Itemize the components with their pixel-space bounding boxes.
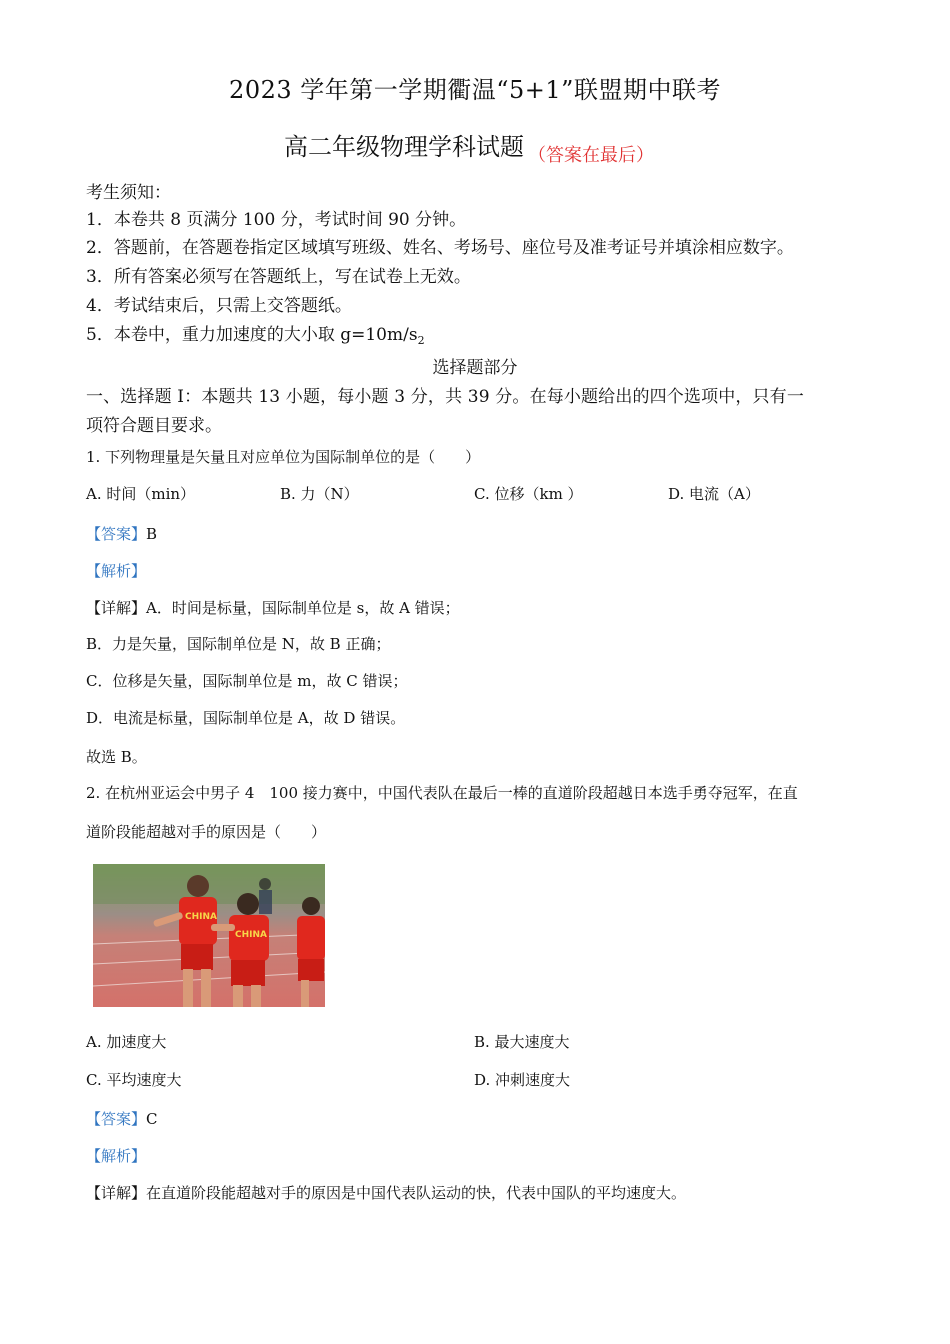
q1-detail-tag: 【详解】 [86,599,147,617]
q2-detail-text: 在直道阶段能超越对手的原因是中国代表队运动的快，代表中国队的平均速度大。 [146,1184,687,1202]
q2-detail-tag: 【详解】 [86,1184,147,1202]
relay-race-illustration [93,864,325,1007]
q1-detail-text: A．时间是标量，国际制单位是 s，故 A 错误； [146,599,460,617]
q1-option-d: D. 电流（A） [668,485,760,503]
q2-option-b: B. 最大速度大 [474,1033,570,1051]
q2-option-a: A. 加速度大 [86,1033,167,1051]
notice-item-5-subscript: 2 [417,334,425,347]
q2-detail [86,1182,686,1203]
subtitle-text: 高二年级物理学科试题 [284,133,524,161]
q1-answer-tag: 【答案】 [86,525,147,543]
notice-heading: 考生须知： [86,183,171,203]
q1-detail-line1 [86,597,460,618]
q2-analysis-tag: 【解析】 [86,1147,147,1165]
section-intro-line1: 一、选择题 I：本题共 13 小题，每小题 3 分，共 39 分。在每小题给出的四个选项中，只有一 [86,387,804,407]
jersey-text-2: CHINA [235,930,267,940]
q1-stem: 1. 下列物理量是矢量且对应单位为国际制单位的是（ ） [86,448,481,466]
q2-answer [86,1108,158,1129]
q2-option-d: D. 冲刺速度大 [474,1071,571,1089]
q2-option-c: C. 平均速度大 [86,1071,182,1089]
q1-option-b: B. 力（N） [280,485,359,503]
notice-item-2: 2．答题前，在答题卷指定区域填写班级、姓名、考场号、座位号及准考证号并填涂相应数字。 [86,238,794,258]
q1-option-c: C. 位移（km ） [474,485,583,503]
notice-item-5-text: 5．本卷中，重力加速度的大小取 g=10m/s [86,325,418,345]
notice-item-4: 4．考试结束后，只需上交答题纸。 [86,296,352,316]
q1-detail-line4: D．电流是标量，国际制单位是 A，故 D 错误。 [86,709,406,727]
q1-answer [86,523,157,544]
notice-item-5 [86,320,425,347]
relay-race-photo [93,864,325,1007]
q2-stem-line2: 道阶段能超越对手的原因是（ ） [86,823,327,841]
q1-option-a: A. 时间（min） [86,485,196,503]
q1-analysis-tag: 【解析】 [86,562,147,580]
background-athlete [259,878,272,914]
exam-subtitle [284,127,654,166]
section-title: 选择题部分 [432,358,518,378]
section-intro-line2: 项符合题目要求。 [86,416,222,436]
q1-answer-value: B [146,525,158,543]
q2-answer-tag: 【答案】 [86,1110,147,1128]
q1-detail-line2: B．力是矢量，国际制单位是 N，故 B 正确； [86,635,391,653]
exam-title: 2023 学年第一学期衢温“5+1”联盟期中联考 [229,76,721,104]
q2-answer-value: C [146,1110,158,1128]
jersey-text-1: CHINA [185,912,217,922]
notice-item-3: 3．所有答案必须写在答题纸上，写在试卷上无效。 [86,267,471,287]
answer-location-note: （答案在最后） [528,145,654,166]
q1-conclusion: 故选 B。 [86,748,147,766]
q2-stem-line1: 2. 在杭州亚运会中男子 4 100 接力赛中，中国代表队在最后一棒的直道阶段超越日本选手勇夺冠军，在直 [86,784,798,802]
notice-item-1: 1．本卷共 8 页满分 100 分，考试时间 90 分钟。 [86,210,467,230]
q1-detail-line3: C．位移是矢量，国际制单位是 m，故 C 错误； [86,672,408,690]
